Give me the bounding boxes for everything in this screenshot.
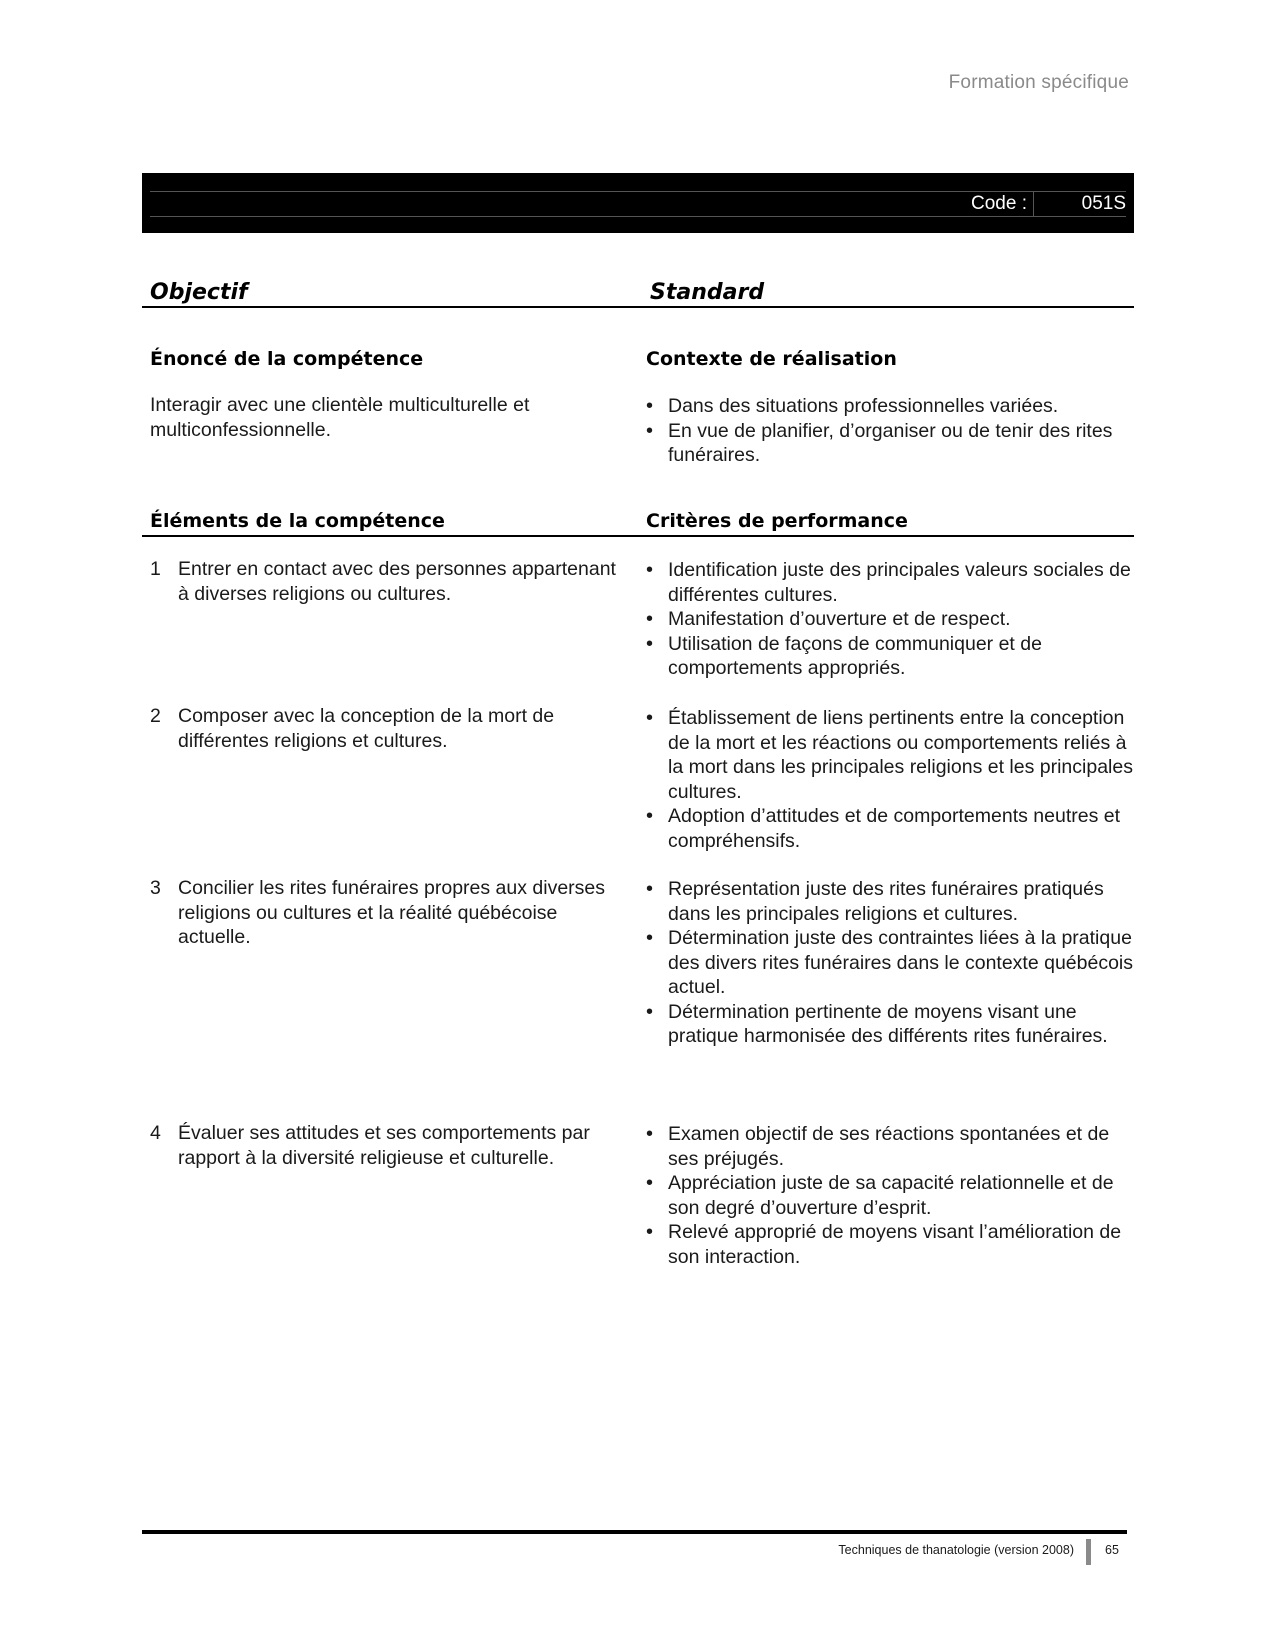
element-number: 2 [150, 705, 161, 727]
element-2 [150, 704, 625, 753]
criterion-item: • Détermination juste des contraintes liées à la pratique des divers rites funéraires dans le contexte québécois actuel. [646, 926, 1136, 1000]
code-banner [142, 173, 1134, 233]
contexte-heading: Contexte de réalisation [646, 348, 897, 370]
code-label: Code : [971, 192, 1034, 216]
criterion-item: • Représentation juste des rites funéraires pratiqués dans les principales religions et cultures. [646, 877, 1136, 926]
criterion-item: • Établissement de liens pertinents entre la conception de la mort et les réactions ou comportements reliés à la mort dans les principales religions et les principales cultures. [646, 706, 1136, 804]
criterion-item: • Relevé approprié de moyens visant l’amélioration de son interaction. [646, 1220, 1136, 1269]
element-text: Composer avec la conception de la mort de différentes religions et cultures. [178, 705, 555, 752]
element-text: Entrer en contact avec des personnes appartenant à diverses religions ou cultures. [178, 558, 616, 605]
criterion-item: • Identification juste des principales valeurs sociales de différentes cultures. [646, 558, 1136, 607]
element-text: Évaluer ses attitudes et ses comportements par rapport à la diversité religieuse et culturelle. [178, 1122, 590, 1169]
criterion-item: • Utilisation de façons de communiquer et de comportements appropriés. [646, 632, 1136, 681]
element-text: Concilier les rites funéraires propres aux diverses religions ou cultures et la réalité québécoise actuelle. [178, 877, 606, 948]
running-head: Formation spécifique [948, 72, 1129, 93]
element-number: 3 [150, 877, 161, 899]
element-number: 4 [150, 1122, 161, 1144]
criterion-item: • Examen objectif de ses réactions spontanées et de ses préjugés. [646, 1122, 1136, 1171]
footer-separator [1086, 1539, 1091, 1565]
banner-rule-bottom [150, 216, 1126, 217]
code-value: 051S [1081, 193, 1126, 214]
footer-rule [142, 1530, 1127, 1534]
elements-heading-rule [142, 535, 1134, 537]
element-1 [150, 557, 625, 606]
criterion-item: • Détermination pertinente de moyens visant une pratique harmonisée des différents rites funéraires. [646, 1000, 1136, 1049]
criteria-list-2 [646, 706, 1136, 853]
contexte-item: • En vue de planifier, d’organiser ou de tenir des rites funéraires. [646, 419, 1116, 468]
criterion-item: • Manifestation d’ouverture et de respect. [646, 607, 1136, 632]
criteria-list-4 [646, 1122, 1136, 1269]
criteria-list-3 [646, 877, 1136, 1049]
elements-heading: Éléments de la compétence [150, 510, 445, 532]
column-heading-standard: Standard [650, 280, 765, 305]
criteres-heading: Critères de performance [646, 510, 908, 532]
footer-title: Techniques de thanatologie (version 2008) [838, 1543, 1074, 1557]
element-number: 1 [150, 558, 161, 580]
criterion-item: • Adoption d’attitudes et de comportements neutres et compréhensifs. [646, 804, 1136, 853]
column-heading-rule [142, 306, 1134, 308]
enonce-heading: Énoncé de la compétence [150, 348, 424, 370]
element-3 [150, 876, 625, 950]
contexte-item: • Dans des situations professionnelles variées. [646, 394, 1116, 419]
contexte-list [646, 394, 1116, 468]
enonce-text: Interagir avec une clientèle multiculturelle et multiconfessionnelle. [150, 394, 530, 441]
criteria-list-1 [646, 558, 1136, 681]
page-number: 65 [1105, 1543, 1119, 1557]
criterion-item: • Appréciation juste de sa capacité relationnelle et de son degré d’ouverture d’esprit. [646, 1171, 1136, 1220]
element-4 [150, 1121, 625, 1170]
column-heading-objectif: Objectif [150, 280, 248, 305]
